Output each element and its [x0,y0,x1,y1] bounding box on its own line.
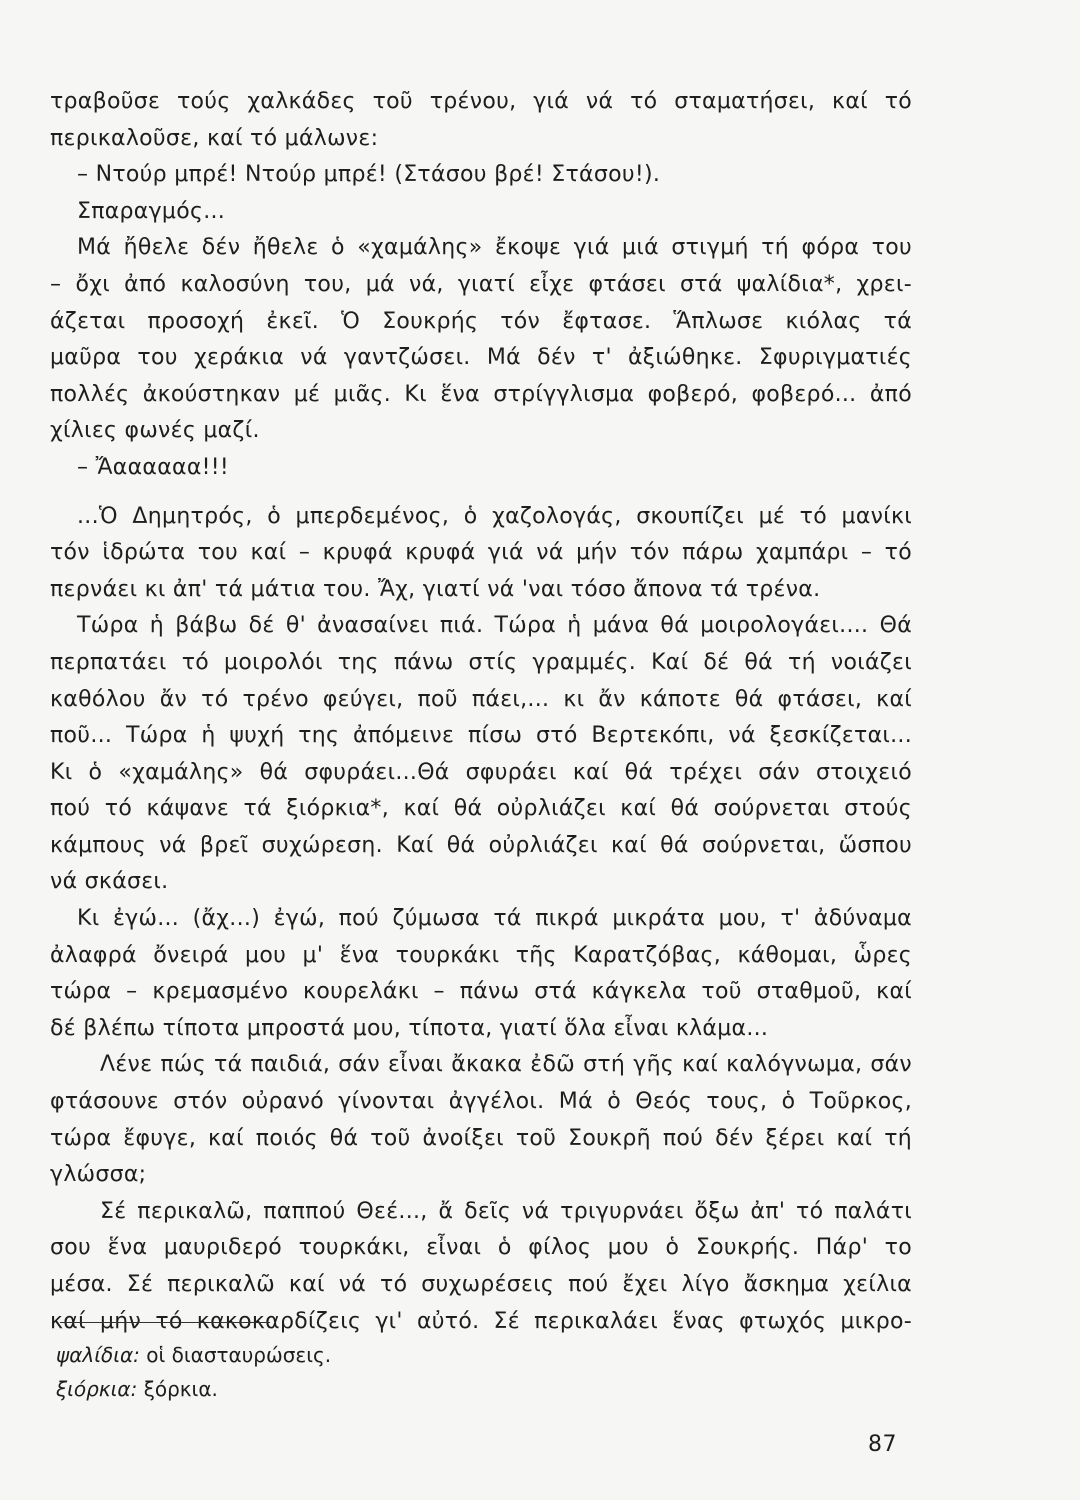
text-line: καί μήν τό κακοκαρδίζεις γι' αὐτό. Σέ περικαλάει ἕνας φτωχός μικρο- [50,1308,912,1334]
footnote-term: ψαλίδια: [56,1343,140,1367]
text-line: πολλές ἀκούστηκαν μέ μιᾶς. Κι ἕνα στρίγγλισμα φοβερό, φοβερό... ἀπό [50,381,912,407]
text-line: – Ἄαααααα!!! [77,454,229,480]
text-line: ἀλαφρά ὄνειρά μου μ' ἕνα τουρκάκι τῆς Καρατζόβας, κάθομαι, ὧρες [50,942,912,968]
text-line: Λένε πώς τά παιδιά, σάν εἶναι ἄκακα ἐδῶ στή γῆς καί καλόγνωμα, σάν [100,1052,912,1078]
page-number: 87 [868,1432,897,1457]
footnote [56,1338,556,1372]
footnotes [56,1338,556,1406]
section-gap [50,487,912,499]
text-line: περικαλοῦσε, καί τό μάλωνε: [50,125,379,151]
text-line: Κι ἐγώ... (ἄχ...) ἐγώ, πού ζύμωσα τά πικρά μικράτα μου, τ' ἀδύναμα [77,906,912,932]
footnote [56,1372,556,1406]
text-line: τραβοῦσε τούς χαλκάδες τοῦ τρένου, γιά νά τό σταματήσει, καί τό [50,89,912,114]
text-line: καθόλου ἄν τό τρένο φεύγει, ποῦ πάει,... κι ἄν κάποτε θά φτάσει, καί [50,686,912,712]
text-line: νά σκάσει. [50,869,169,895]
text-line: Κι ὁ «χαμάλης» θά σφυράει...Θά σφυράει καί θά τρέχει σάν στοιχειό [50,759,912,785]
footnote-term: ξιόρκια: [56,1377,138,1401]
text-line: περνάει κι ἀπ' τά μάτια του. Ἄχ, γιατί νά 'ναι τόσο ἄπονα τά τρένα. [50,576,821,602]
text-line: πού τό κάψανε τά ξιόρκια*, καί θά οὐρλιάζει καί θά σούρνεται στούς [50,796,912,822]
text-line: – Ντούρ μπρέ! Ντούρ μπρέ! (Στάσου βρέ! Στάσου!). [77,162,661,188]
text-line: κάμπους νά βρεῖ συχώρεση. Καί θά οὐρλιάζει καί θά σούρνεται, ὥσπου [50,832,912,858]
body-text [50,84,912,1340]
text-line: τώρα – κρεμασμένο κουρελάκι – πάνω στά κάγκελα τοῦ σταθμοῦ, καί [50,979,912,1005]
text-line: μαῦρα του χεράκια νά γαντζώσει. Μά δέν τ' ἀξιώθηκε. Σφυριγματιές [50,345,912,371]
text-line: ...Ὁ Δημητρός, ὁ μπερδεμένος, ὁ χαζολογάς, σκουπίζει μέ τό μανίκι [77,503,912,529]
text-line: Μά ἤθελε δέν ἤθελε ὁ «χαμάλης» ἔκοψε γιά μιά στιγμή τή φόρα του [77,235,912,261]
text-line: τόν ἱδρώτα του καί – κρυφά κρυφά γιά νά μήν τόν πάρω χαμπάρι – τό [50,540,912,566]
text-line: μέσα. Σέ περικαλῶ καί νά τό συχωρέσεις πού ἔχει λίγο ἄσκημα χείλια [50,1272,912,1297]
footnote-definition: ξόρκια. [143,1377,218,1401]
text-line: φτάσουνε στόν οὐρανό γίνονται ἀγγέλοι. Μά ὁ Θεός τους, ὁ Τοῦρκος, [50,1089,912,1115]
text-line: χίλιες φωνές μαζί. [50,418,260,444]
text-line: σου ἕνα μαυριδερό τουρκάκι, εἶναι ὁ φίλος μου ὁ Σουκρής. Πάρ' το [50,1235,912,1261]
text-line: γλώσσα; [50,1162,147,1188]
text-line: Σπαραγμός... [77,198,226,224]
text-line: περπατάει τό μοιρολόι της πάνω στίς γραμμές. Καί δέ θά τή νοιάζει [50,649,912,675]
text-line: Τώρα ἡ βάβω δέ θ' ἀνασαίνει πιά. Τώρα ἡ μάνα θά μοιρολογάει.... Θά [77,613,912,639]
text-line: – ὄχι ἀπό καλοσύνη του, μά νά, γιατί εἶχε φτάσει στά ψαλίδια*, χρει- [50,271,912,297]
text-line: ποῦ... Τώρα ἡ ψυχή της ἀπόμεινε πίσω στό Βερτεκόπι, νά ξεσκίζεται... [50,723,912,749]
text-line: δέ βλέπω τίποτα μπροστά μου, τίποτα, γιατί ὅλα εἶναι κλάμα... [50,1015,769,1041]
footnote-definition: οἱ διασταυρώσεις. [146,1343,332,1367]
text-line: Σέ περικαλῶ, παππού Θεέ..., ἄ δεῖς νά τριγυρνάει ὄξω ἀπ' τό παλάτι [100,1198,912,1224]
text-line: άζεται προσοχή ἐκεῖ. Ὁ Σουκρής τόν ἔφτασε. Ἅπλωσε κιόλας τά [50,308,912,334]
footnote-divider [60,1322,270,1323]
text-line: τώρα ἔφυγε, καί ποιός θά τοῦ ἀνοίξει τοῦ Σουκρῆ πού δέν ξέρει καί τή [50,1125,912,1151]
